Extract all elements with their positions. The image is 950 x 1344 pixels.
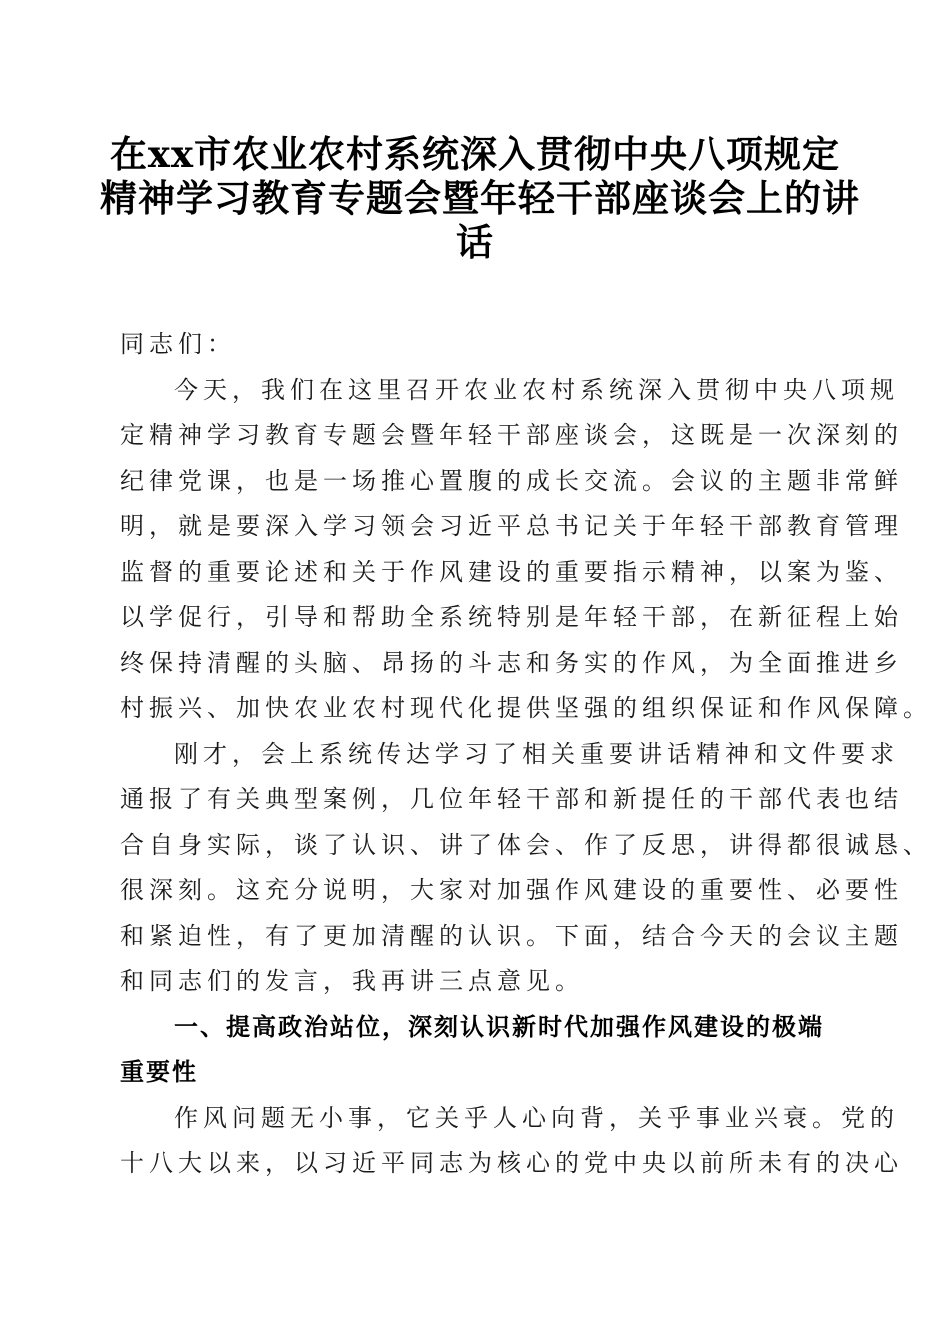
paragraph-line: 明，就是要深入学习领会习近平总书记关于年轻干部教育管理 bbox=[120, 512, 903, 540]
paragraph-line: 通报了有关典型案例，几位年轻干部和新提任的干部代表也结 bbox=[120, 785, 903, 813]
title-line: 在xx市农业农村系统深入贯彻中央八项规定 bbox=[109, 132, 841, 176]
paragraph-line: 监督的重要论述和关于作风建设的重要指示精神，以案为鉴、 bbox=[120, 557, 903, 586]
paragraph-1 bbox=[120, 368, 932, 732]
salutation: 同志们： bbox=[120, 330, 236, 358]
paragraph-line: 很深刻。这充分说明，大家对加强作风建设的重要性、必要性 bbox=[120, 876, 903, 904]
paragraph-3 bbox=[120, 1096, 903, 1187]
document-title bbox=[100, 132, 860, 264]
paragraph-line: 终保持清醒的头脑、昂扬的斗志和务实的作风，为全面推进乡 bbox=[120, 648, 903, 677]
section-heading-1 bbox=[120, 1005, 830, 1096]
heading-line: 一、提高政治站位，深刻认识新时代加强作风建设的极端 bbox=[174, 1012, 824, 1041]
paragraph-line: 刚才，会上系统传达学习了相关重要讲话精神和文件要求 bbox=[174, 739, 899, 768]
paragraph-line: 村振兴、加快农业农村现代化提供坚强的组织保证和作风保障。 bbox=[120, 694, 932, 722]
paragraph-line: 以学促行，引导和帮助全系统特别是年轻干部，在新征程上始 bbox=[120, 603, 903, 631]
title-line: 精神学习教育专题会暨年轻干部座谈会上的讲 bbox=[100, 176, 860, 220]
paragraph-line: 合自身实际，谈了认识、讲了体会、作了反思，讲得都很诚恳、 bbox=[120, 830, 932, 859]
paragraph-line: 纪律党课，也是一场推心置腹的成长交流。会议的主题非常鲜 bbox=[120, 466, 903, 495]
paragraph-line: 和同志们的发言，我再讲三点意见。 bbox=[120, 967, 584, 995]
paragraph-2 bbox=[120, 732, 932, 1005]
paragraph-line: 十八大以来，以习近平同志为核心的党中央以前所未有的决心 bbox=[120, 1149, 903, 1177]
paragraph-line: 和紧迫性，有了更加清醒的认识。下面，结合今天的会议主题 bbox=[120, 921, 903, 950]
title-line: 话 bbox=[456, 220, 494, 264]
paragraph-line: 定精神学习教育专题会暨年轻干部座谈会，这既是一次深刻的 bbox=[120, 421, 903, 449]
document-body bbox=[120, 322, 932, 1187]
paragraph-line: 作风问题无小事，它关乎人心向背，关乎事业兴衰。党的 bbox=[174, 1103, 899, 1132]
heading-line: 重要性 bbox=[120, 1058, 198, 1086]
paragraph-line: 今天，我们在这里召开农业农村系统深入贯彻中央八项规 bbox=[174, 375, 899, 404]
